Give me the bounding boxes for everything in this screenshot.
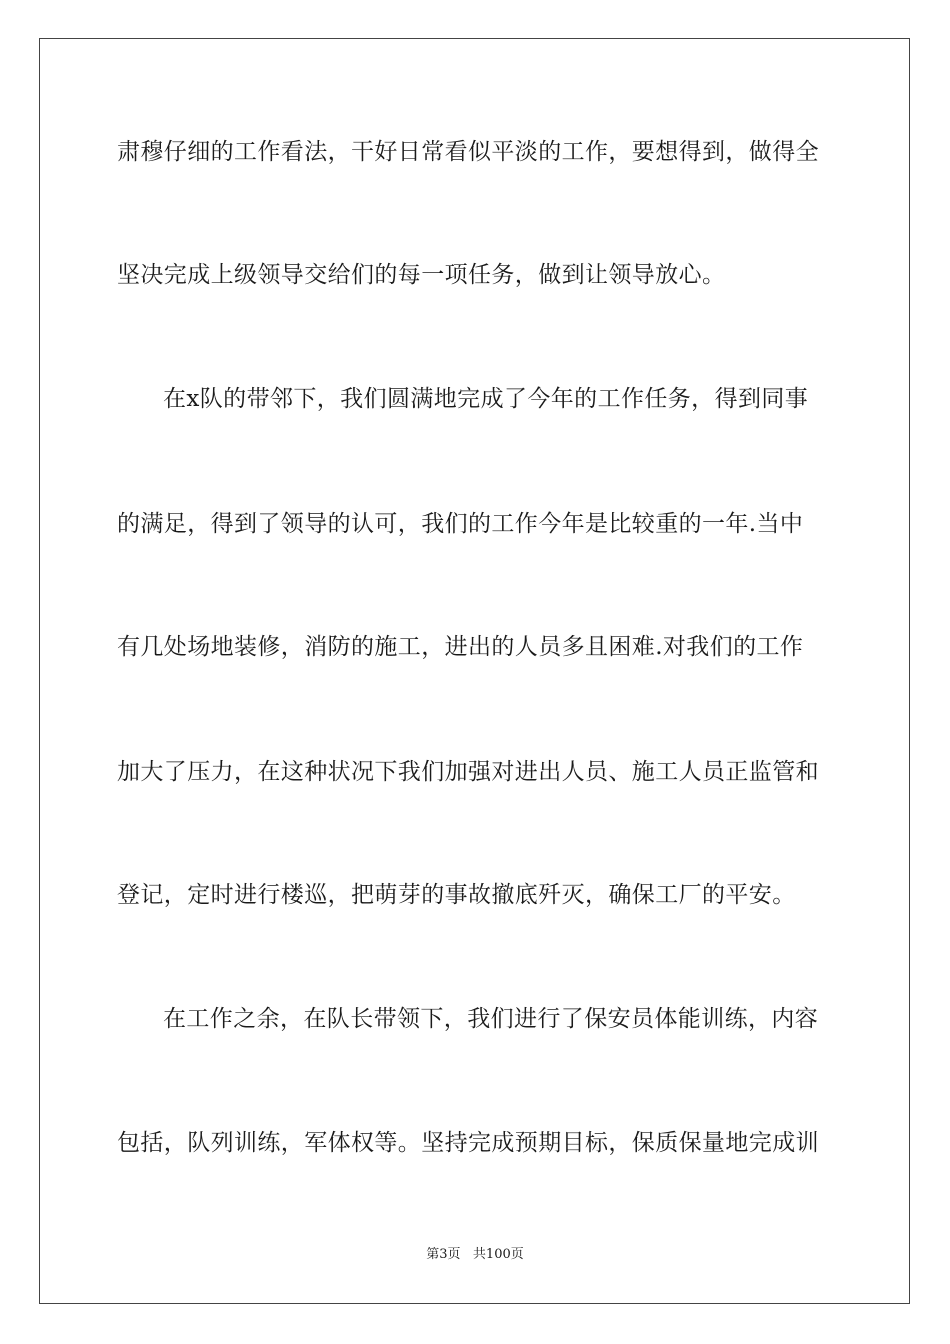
body-line-9: 包括，队列训练，军体权等。坚持完成预期目标，保质保量地完成训 xyxy=(117,1130,819,1156)
body-line-2: 坚决完成上级领导交给们的每一项任务，做到让领导放心。 xyxy=(117,262,726,288)
body-line-1: 肃穆仔细的工作看法，干好日常看似平淡的工作，要想得到，做得全 xyxy=(117,139,819,165)
body-line-8: 在工作之余，在队长带领下，我们进行了保安员体能训练，内容 xyxy=(163,1006,819,1032)
body-line-7: 登记，定时进行楼巡，把萌芽的事故撤底歼灭，确保工厂的平安。 xyxy=(117,882,796,908)
body-line-6: 加大了压力，在这种状况下我们加强对进出人员、施工人员正监管和 xyxy=(117,759,819,785)
page-footer xyxy=(0,1246,950,1264)
page-border xyxy=(39,38,910,1304)
total-pages: 共100页 xyxy=(472,1247,524,1262)
body-line-4: 的满足，得到了领导的认可，我们的工作今年是比较重的一年.当中 xyxy=(117,511,804,537)
body-line-3: 在x队的带邻下，我们圆满地完成了今年的工作任务，得到同事 xyxy=(163,386,809,412)
body-line-5: 有几处场地装修，消防的施工，进出的人员多且困难.对我们的工作 xyxy=(117,634,804,660)
page-number: 第3页 xyxy=(426,1247,461,1262)
